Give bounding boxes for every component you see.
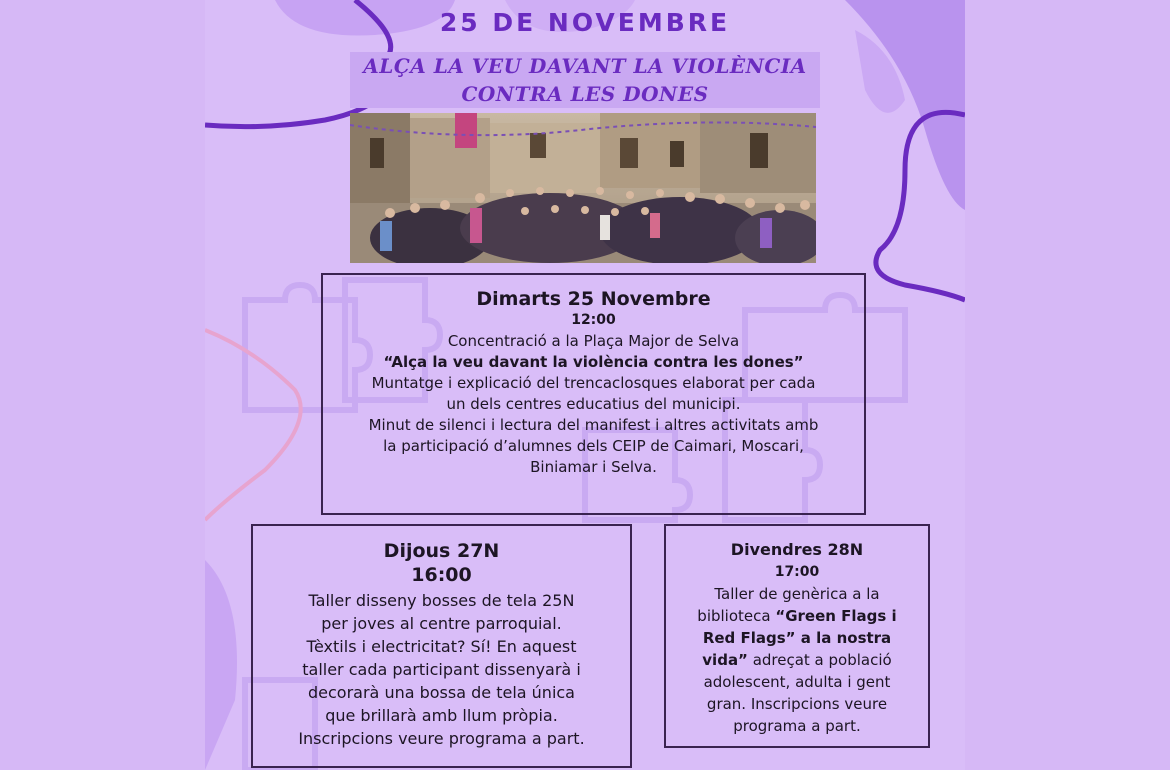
event-card-thursday (251, 524, 632, 768)
text-fragment: adreçat a població (747, 651, 892, 669)
event-description-line: Concentració a la Plaça Major de Selva (447, 332, 740, 350)
workshop-title-fragment: Red Flags” a la nostra (702, 629, 892, 647)
event-description-line: un dels centres educatius del municipi. (446, 395, 741, 413)
event-description-line: programa a part. (733, 717, 861, 735)
headline-line-2: CONTRA LES DONES (461, 82, 709, 106)
event-day: Dijous 27N (383, 540, 500, 562)
event-poster (205, 0, 965, 770)
event-description-line: Muntatge i explicació del trencaclosques elaborat per cada (371, 374, 816, 392)
event-description-line: Inscripcions veure programa a part. (298, 729, 585, 748)
workshop-title-fragment: vida” (702, 651, 748, 669)
event-description-line: gran. Inscripcions veure (706, 695, 888, 713)
event-description-line: la participació d’alumnes dels CEIP de Caimari, Moscari, (383, 437, 804, 455)
event-day: Dimarts 25 Novembre (476, 288, 711, 310)
event-time: 16:00 (411, 564, 472, 586)
event-description-line: decorarà una bossa de tela única (308, 683, 575, 702)
event-slogan: “Alça la veu davant la violència contra les dones” (383, 353, 804, 371)
event-description-line: taller cada participant dissenyarà i (302, 660, 581, 679)
event-time: 12:00 (571, 312, 616, 328)
event-date-title: 25 DE NOVEMBRE (439, 8, 731, 37)
workshop-title-fragment: “Green Flags i (775, 607, 897, 625)
event-description-line: Minut de silenci i lectura del manifest i altres activitats amb (368, 416, 819, 434)
campaign-headline (350, 52, 820, 108)
crowd-photo (350, 113, 816, 263)
event-card-tuesday (321, 273, 866, 515)
event-description-line (666, 605, 928, 627)
event-description-line: que brillarà amb llum pròpia. (325, 706, 558, 725)
event-card-friday (664, 524, 930, 748)
headline-line-1: ALÇA LA VEU DAVANT LA VIOLÈNCIA (363, 54, 807, 78)
event-time: 17:00 (774, 564, 820, 580)
text-fragment: biblioteca (697, 607, 776, 625)
event-description-line (666, 649, 928, 671)
event-description-line: adolescent, adulta i gent (703, 673, 891, 691)
event-day: Divendres 28N (730, 540, 864, 559)
event-description-line: Biniamar i Selva. (530, 458, 657, 476)
event-description-line: Tèxtils i electricitat? Sí! En aquest (306, 637, 577, 656)
event-description-line: Taller disseny bosses de tela 25N (308, 591, 575, 610)
event-description-line: Taller de genèrica a la (714, 585, 880, 603)
event-description-line: per joves al centre parroquial. (321, 614, 562, 633)
